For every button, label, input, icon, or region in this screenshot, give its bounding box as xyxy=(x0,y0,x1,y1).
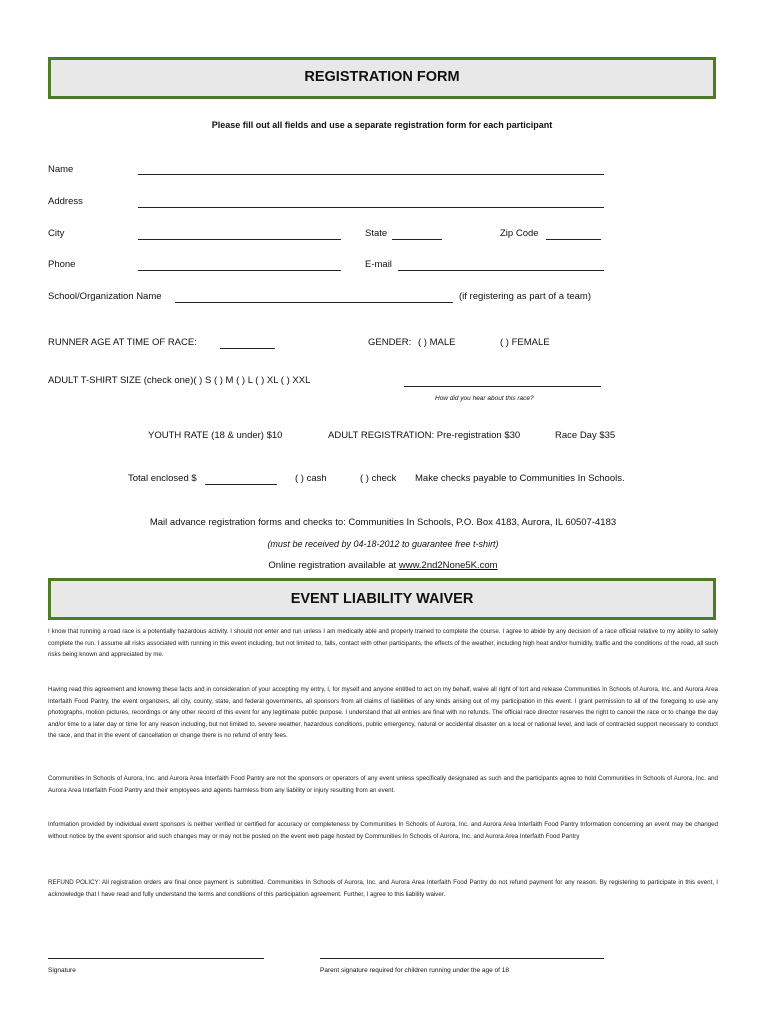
waiver-paragraph-4: Information provided by individual event sponsors is neither verified or certified for accuracy or completeness by Communities In Schools of Aurora, Inc. and Aurora Area Interfaith Food Pantry Information concerning an event may be changed without notice by the event sponsor and such changes may or may not be posted on the event web page hosted by Communities In Schools of Aurora, Inc. and Aurora Area Interfaith Food Pantry xyxy=(48,821,718,840)
parent-signature-line[interactable] xyxy=(320,948,604,959)
email-label: E-mail xyxy=(365,259,392,270)
school-label: School/Organization Name xyxy=(48,291,162,302)
city-label: City xyxy=(48,228,65,239)
age-field[interactable] xyxy=(220,338,275,349)
gender-male-option[interactable]: ( ) MALE xyxy=(418,337,456,348)
gender-label: GENDER: xyxy=(368,337,412,348)
hear-about-field[interactable] xyxy=(404,376,601,387)
online-prefix: Online registration available at xyxy=(268,560,399,571)
zip-field[interactable] xyxy=(546,229,601,240)
total-enclosed-label: Total enclosed $ xyxy=(128,473,197,484)
waiver-banner xyxy=(48,578,716,620)
mail-address-text: Mail advance registration forms and checks to: Communities In Schools, P.O. Box 4183, Aurora, IL 60507-4183 xyxy=(149,517,617,528)
phone-field[interactable] xyxy=(138,260,341,271)
name-field[interactable] xyxy=(138,164,604,175)
phone-label: Phone xyxy=(48,259,76,270)
state-field[interactable] xyxy=(392,229,442,240)
check-option[interactable]: ( ) check xyxy=(360,473,397,484)
race-day-rate: Race Day $35 xyxy=(555,430,616,441)
registration-form-banner xyxy=(48,57,716,99)
adult-rate: ADULT REGISTRATION: Pre-registration $30 xyxy=(328,430,521,441)
waiver-title: EVENT LIABILITY WAIVER xyxy=(290,591,474,607)
cash-option[interactable]: ( ) cash xyxy=(295,473,327,484)
gender-female-option[interactable]: ( ) FEMALE xyxy=(500,337,550,348)
waiver-paragraph-1: I know that running a road race is a potentially hazardous activity. I should not enter and run unless I am medically able and properly trained to complete the course. I agree to abide by any decision of a race official relative to my ability to safely complete the run. I assume all risks associated with running in this event including, but not limited to, falls, contact with other participants, the effects of the weather, including high heat and/or humidity, traffic and the conditions of the road, all such risks being known and appreciated by me. xyxy=(48,628,718,658)
tshirt-size-options[interactable]: ADULT T-SHIRT SIZE (check one)( ) S ( ) M ( ) L ( ) XL ( ) XXL xyxy=(48,375,311,386)
deadline-text: (must be received by 04-18-2012 to guarantee free t-shirt) xyxy=(267,539,499,549)
school-field[interactable] xyxy=(175,292,453,303)
signature-line[interactable] xyxy=(48,948,264,959)
waiver-paragraph-2: Having read this agreement and knowing these facts and in consideration of your accepting my entry, I, for myself and anyone entitled to act on my behalf, waive all right of tort and release Communities In Schools of Aurora, Inc. and Aurora Area Interfaith Food Pantry, the event organizers, all city, county, state, and federal governments, all sponsors from all claims of liabilities of any kinds arising out of my participation in this event. I grant permission to all of the foregoing to use any photographs, motion pictures, recordings or any other record of this event for any legitimate public purpose. I understand that all entries are final with no refunds. The official race director reserves the right to cancel the race or to change the day and/or time to a later day or time for any reason including, but not limited to, severe weather, hazardous conditions, public emergency, natural or accidental disaster on a local or national level, and lack of contracted support necessary to conduct the race, and that in the event of cancellation or change there is no refund of entry fees. xyxy=(48,686,718,739)
school-note: (if registering as part of a team) xyxy=(459,291,591,302)
signature-label: Signature xyxy=(48,967,76,974)
payable-text: Make checks payable to Communities In Schools. xyxy=(415,473,625,484)
zip-label: Zip Code xyxy=(500,228,539,239)
youth-rate: YOUTH RATE (18 & under) $10 xyxy=(148,430,283,441)
instructions-text: Please fill out all fields and use a separate registration form for each participant xyxy=(211,120,553,130)
address-label: Address xyxy=(48,196,83,207)
total-enclosed-field[interactable] xyxy=(205,474,277,485)
name-label: Name xyxy=(48,164,74,175)
email-field[interactable] xyxy=(398,260,604,271)
address-field[interactable] xyxy=(138,197,604,208)
online-link[interactable]: www.2nd2None5K.com xyxy=(398,560,498,571)
waiver-paragraph-3: Communities In Schools of Aurora, Inc. and Aurora Area Interfaith Food Pantry are not the sponsors or operators of any event unless specifically designated as such and the participants agree to hold Communities In Schools of Aurora, Inc. and Aurora Area Interfaith Food Pantry and their employees and agents harmless from any liability or injury resulting from an event. xyxy=(48,775,718,794)
parent-signature-label: Parent signature required for children running under the age of 18 xyxy=(320,967,509,974)
state-label: State xyxy=(365,228,388,239)
waiver-paragraph-5: REFUND POLICY: All registration orders are final once payment is submitted. Communities In Schools of Aurora, Inc. and Aurora Area Interfaith Food Pantry do not refund payment for any reason. By registering to participate in this event, I acknowledge that I have read and fully understand the terms and conditions of this participation agreement. Further, I agree to this liability waiver. xyxy=(48,879,718,898)
age-label: RUNNER AGE AT TIME OF RACE: xyxy=(48,337,197,348)
city-field[interactable] xyxy=(138,229,341,240)
online-registration-text xyxy=(48,560,718,571)
form-title: REGISTRATION FORM xyxy=(304,69,460,85)
hear-about-label: How did you hear about this race? xyxy=(435,395,534,402)
